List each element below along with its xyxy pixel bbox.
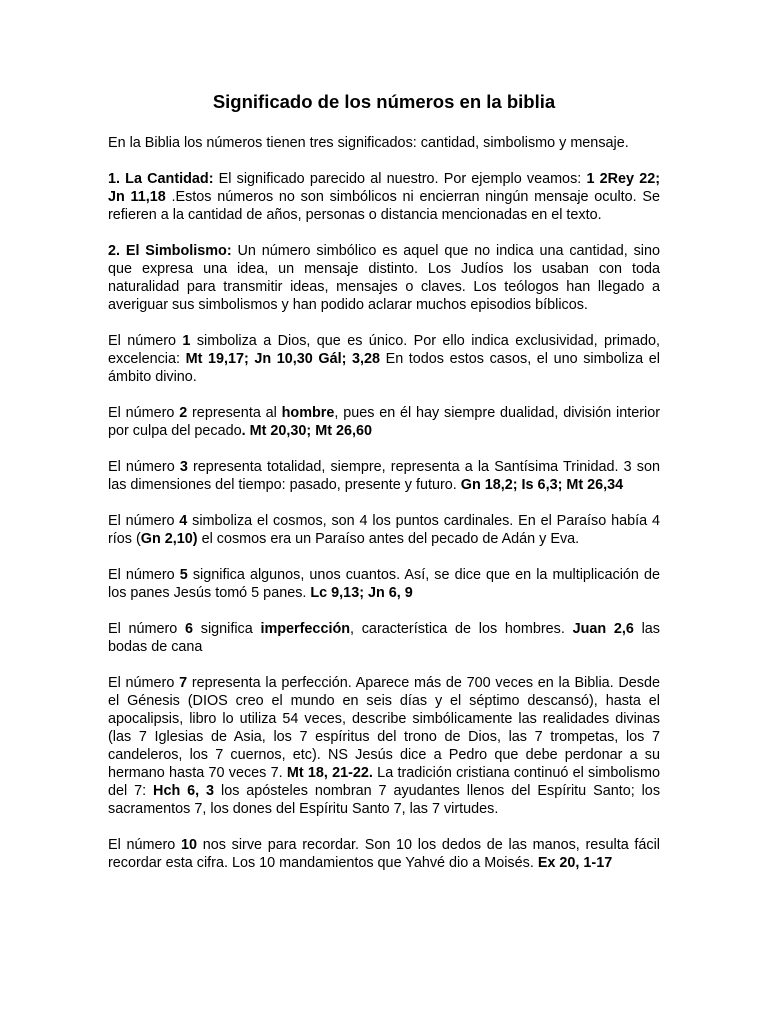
number-6-text-3: , característica de los hombres. [350, 621, 573, 637]
number-10-text-2: nos sirve para recordar. Son 10 los dedos de las manos, resulta fácil recordar esta cifra. Los 10 mandamientos que Yahvé dio a Moisés. [108, 837, 661, 871]
number-2-keyword: hombre [281, 405, 335, 421]
number-1-text-3: En todos estos casos, el uno simboliza el ámbito divino. [108, 351, 660, 385]
number-1-text-1: El número [108, 333, 183, 349]
number-6-reference: Juan 2,6 [572, 621, 634, 637]
cantidad-paragraph [108, 170, 660, 224]
cantidad-text-2: .Estos números no son simbólicos ni encierran ningún mensaje oculto. Se refieren a la cantidad de años, personas o distancia mencionadas en el texto. [108, 189, 660, 223]
number-5-reference: Lc 9,13; Jn 6, 9 [310, 585, 413, 601]
number-2-value: 2 [179, 405, 188, 421]
number-1-value: 1 [182, 333, 191, 349]
number-6-text-4: las bodas de cana [108, 621, 660, 655]
number-3-text-2: representa totalidad, siempre, representa a la Santísima Trinidad. 3 son las dimensiones del tiempo: pasado, presente y futuro. [108, 459, 660, 493]
number-4-text-1: El número [108, 513, 180, 529]
number-6-text-2: significa [193, 621, 261, 637]
number-5-paragraph [108, 566, 660, 602]
number-7-reference-2: Hch 6, 3 [153, 783, 215, 799]
number-7-text-4: los apósteles nombran 7 ayudantes llenos del Espíritu Santo; los sacramentos 7, los dones del Espíritu Santo 7, las 7 virtudes. [108, 783, 661, 817]
number-10-value: 10 [181, 837, 198, 853]
number-10-paragraph [108, 836, 660, 872]
number-3-paragraph [108, 458, 660, 494]
number-2-reference: . Mt 20,30; Mt 26,60 [241, 423, 372, 439]
cantidad-text-1: El significado parecido al nuestro. Por ejemplo veamos: [213, 171, 587, 187]
number-7-paragraph [108, 674, 660, 818]
number-2-paragraph [108, 404, 660, 440]
number-6-keyword: imperfección [260, 621, 351, 637]
simbolismo-paragraph [108, 242, 660, 314]
number-3-value: 3 [179, 459, 188, 475]
number-5-value: 5 [179, 567, 188, 583]
intro-paragraph: En la Biblia los números tienen tres significados: cantidad, simbolismo y mensaje. [108, 135, 629, 151]
simbolismo-text: Un número simbólico es aquel que no indica una cantidad, sino que expresa una idea, un mensaje distinto. Los Judíos los usaban con toda naturalidad para transmitir ideas, mensajes o claves. Los teólogos han llegado a averiguar sus simbolismos y han podido aclarar muchos episodios bíblicos. [108, 243, 660, 313]
number-1-reference: Mt 19,17; Jn 10,30 Gál; 3,28 [185, 351, 380, 367]
number-7-reference-1: Mt 18, 21-22. [286, 765, 373, 781]
number-6-text-1: El número [108, 621, 186, 637]
number-4-reference: Gn 2,10) [140, 531, 198, 547]
number-4-value: 4 [179, 513, 188, 529]
number-6-value: 6 [185, 621, 194, 637]
number-3-text-1: El número [108, 459, 180, 475]
number-1-text-2: simboliza a Dios, que es único. Por ello indica exclusividad, primado, excelencia: [108, 333, 660, 367]
number-4-paragraph [108, 512, 660, 548]
cantidad-reference: 1 2Rey 22; Jn 11,18 [108, 171, 660, 205]
number-7-text-3: La tradición cristiana continuó el simbolismo del 7: [108, 765, 660, 799]
number-4-text-2: simboliza el cosmos, son 4 los puntos cardinales. En el Paraíso había 4 ríos ( [108, 513, 660, 547]
document-page [108, 90, 660, 890]
number-2-text-1: El número [108, 405, 180, 421]
number-5-text-1: El número [108, 567, 180, 583]
number-2-text-2: representa al [187, 405, 282, 421]
document-title: Significado de los números en la biblia [212, 91, 556, 112]
number-1-paragraph [108, 332, 660, 386]
number-10-reference: Ex 20, 1-17 [537, 855, 613, 871]
number-6-paragraph [108, 620, 660, 656]
number-5-text-2: significa algunos, unos cuantos. Así, se dice que en la multiplicación de los panes Jesús tomó 5 panes. [108, 567, 660, 601]
number-4-text-3: el cosmos era un Paraíso antes del pecado de Adán y Eva. [197, 531, 580, 547]
number-3-reference: Gn 18,2; Is 6,3; Mt 26,34 [460, 477, 624, 493]
number-7-text-1: El número [108, 675, 180, 691]
number-7-value: 7 [179, 675, 188, 691]
number-10-text-1: El número [108, 837, 182, 853]
number-2-text-3: , pues en él hay siempre dualidad, división interior por culpa del pecado [108, 405, 660, 439]
simbolismo-heading: 2. El Simbolismo: [108, 243, 232, 259]
cantidad-heading: 1. La Cantidad: [108, 171, 214, 187]
number-7-text-2: representa la perfección. Aparece más de 700 veces en la Biblia. Desde el Génesis (DIOS creo el mundo en seis días y el séptimo descansó), hasta el apocalipsis, libro lo utiliza 54 veces, describe simbólicamente las realidades divinas (las 7 Iglesias de Asia, los 7 espíritus del trono de Dios, las 7 trompetas, los 7 candeleros, los 7 cuernos, etc). NS Jesús dice a Pedro que debe perdonar a su hermano hasta 70 veces 7. [108, 675, 660, 781]
